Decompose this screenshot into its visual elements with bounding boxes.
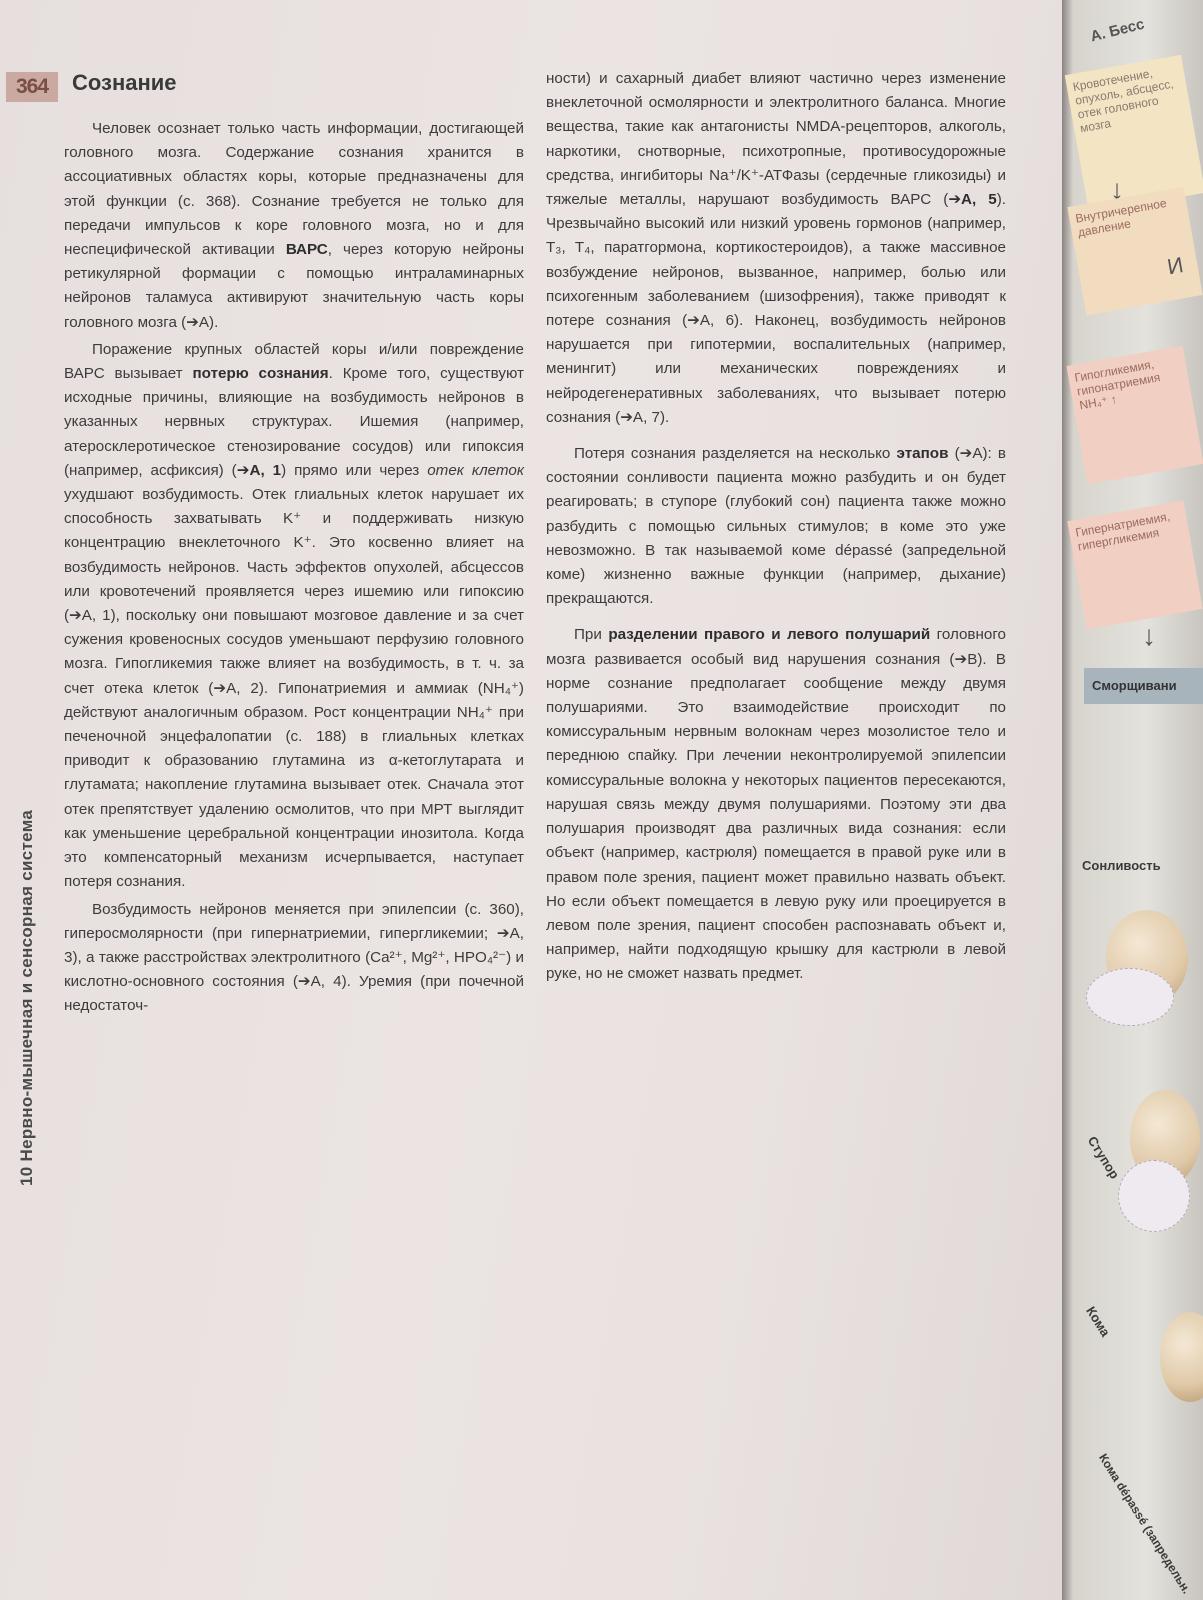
figure-reference: ➔А, 1	[236, 461, 282, 479]
chapter-tab-label: 10 Нервно-мышечная и сенсорная система	[17, 809, 36, 1186]
bold-term-hemisphere-split: разделении правого и левого полушарий	[608, 626, 931, 644]
shrinkage-bar: Сморщивани	[1084, 668, 1203, 704]
label-stupor: Ступор	[1084, 1133, 1123, 1182]
pillow-stupor	[1118, 1160, 1190, 1232]
box-symbol: И	[1165, 252, 1186, 280]
paragraph-1: Человек осознает только часть информации, достигающей головного мозга. Содержание сознания хранится в ассоциативных областях коры, которые предназначены для этой функции (с. 368). Сознание требуется не только для передачи импульсов к коре головного мозга, но и для неспецифической активации ВАРС, через которую нейроны ретикулярной формации с помощью интраламинарных нейронов таламуса активируют значительную часть коры головного мозга (➔А).	[64, 120, 524, 331]
right-column	[546, 67, 1006, 987]
cause-box-bleeding: Кровотечение, опухоль, абсцесс, отек головного мозга	[1065, 55, 1203, 213]
patient-head-coma	[1160, 1312, 1203, 1402]
paragraph-6: При разделении правого и левого полушарий головного мозга развивается особый вид нарушения сознания (➔В). В норме сознание предполагает сообщение между двумя полушариями. Это взаимодействие происходит по комиссуральным нервным волокнам через мозолистое тело и переднюю спайку. При лечении неконтролируемой эпилепсии комиссуральные волокна у некоторых пациентов пересекаются, нарушая связь между двумя полушариями. Поэтому эти два полушария производят два различных вида сознания: если объект (например, кастрюля) помещается в правой руке или в правом поле зрения, пациент может правильно назвать объект. Но если объект помещается в левую руку или проецируется в левом поле зрения, пациент способен распознавать объект и, например, найти подходящую крышку для кастрюли в левой руке, но не сможет назвать предмет.	[546, 626, 1006, 983]
cause-box-hypernatremia: Гипернатриемия, гипергликемия	[1067, 501, 1202, 630]
page-number: 364	[6, 72, 58, 102]
cause-box-hypoglycemia: Гипогликемия, гипонатриемия NH₄⁺ ↑	[1066, 346, 1203, 485]
paragraph-2: Поражение крупных областей коры и/или повреждение ВАРС вызывает потерю сознания. Кроме того, существуют исходные причины, влияющие на возбудимость нейронов в указанных нервных структурах. Ишемия (например, атеросклеротическое стенозирование сосудов) или гипоксия (например, асфиксия) (➔А, 1) прямо или через отек клеток ухудшают возбудимость. Отек глиальных клеток нарушает их способность захватывать K⁺ и поддерживать низкую концентрацию внеклеточного K⁺. Это косвенно влияет на возбудимость нейронов. Часть эффектов опухолей, абсцессов или кровотечений проявляется через ишемию или гипоксию (➔А, 1), поскольку они повышают мозговое давление и за счет сужения кровеносных сосудов уменьшают перфузию головного мозга. Гипогликемия также влияет на возбудимость, в т. ч. за счет отека клеток (➔А, 2). Гипонатриемия и аммиак (NH₄⁺) действуют аналогичным образом. Рост концентрации NH₄⁺ при печеночной энцефалопатии (с. 188) в глиальных клетках приводит к образованию глутамина из α-кетоглутарата и глутамата; накопление глутамина вызывает отек. Сначала этот отек препятствует удалению осмолитов, что при МРТ выглядит как уменьшение церебральной концентрации инозитола. Когда это компенсаторный механизм исчерпывается, наступает потеря сознания.	[64, 340, 525, 891]
chapter-tab	[6, 140, 40, 1220]
bold-term-stages: этапов	[896, 445, 949, 463]
label-coma-depasse: Кома dépassé (запредельн.	[1096, 1451, 1194, 1597]
bold-term-vars: ВАРС	[285, 241, 328, 259]
paragraph-3: Возбудимость нейронов меняется при эпилепсии (с. 360), гиперосмолярности (при гипернатриемии, гипергликемии; ➔А, 3), а также расстройствах электролитного (Ca²⁺, Mg²⁺, HPO₄²⁻) и кислотно-основного состояния (➔А, 4). Уремия (при почечной недостаточ-	[64, 900, 524, 1015]
label-drowsiness: Сонливость	[1082, 858, 1161, 873]
paragraph-4: ности) и сахарный диабет влияют частично через изменение внеклеточной осмолярности и электролитного баланса. Многие вещества, такие как антагонисты NMDA-рецепторов, алкоголь, наркотики, снотворные, психотропные, противосудорожные средства, ингибиторы Na⁺/K⁺-АТФазы (сердечные гликозиды) и тяжелые металлы, нарушают возбудимость ВАРС (➔А, 5). Чрезвычайно высокий или низкий уровень гормонов (например, T₃, T₄, паратгормона, кортикостероидов), а также массивное возбуждение нейронов, вызванное, например, болью или психогенным заболеванием (шизофрения), также приводят к потере сознания (➔А, 6). Наконец, возбудимость нейронов нарушается при гипотермии, воспалительных (например, менингит) или механических повреждениях и нейродегенеративных заболеваниях, что вызывает потерю сознания (➔А, 7).	[546, 70, 1006, 426]
paragraph-5: Потеря сознания разделяется на несколько этапов (➔А): в состоянии сонливости пациента можно разбудить и он будет реагировать; в ступоре (глубокий сон) пациента также можно разбудить с помощью сильных стимулов; в коме это уже невозможно. В так называемой коме dépassé (запредельной коме) жизненно важные функции (например, дыхание) прекращаются.	[546, 445, 1006, 608]
italic-term-cell-edema: отек клеток	[427, 461, 525, 479]
bold-term-loss-of-consciousness: потерю сознания	[192, 365, 329, 383]
arrow-down-icon: ↓	[1142, 620, 1156, 651]
pillow-drowsiness	[1086, 968, 1174, 1026]
facing-page-figure	[1062, 0, 1203, 1600]
page-title: Сознание	[72, 70, 177, 95]
label-coma: Кома	[1083, 1303, 1114, 1340]
arrow-down-icon: ↓	[1110, 174, 1124, 205]
figure-heading: А. Бесс	[1088, 15, 1147, 46]
left-column	[64, 117, 524, 1019]
figure-reference: ➔А, 5	[948, 191, 997, 209]
cause-box-pressure: Внутричерепное давление И	[1067, 187, 1202, 316]
